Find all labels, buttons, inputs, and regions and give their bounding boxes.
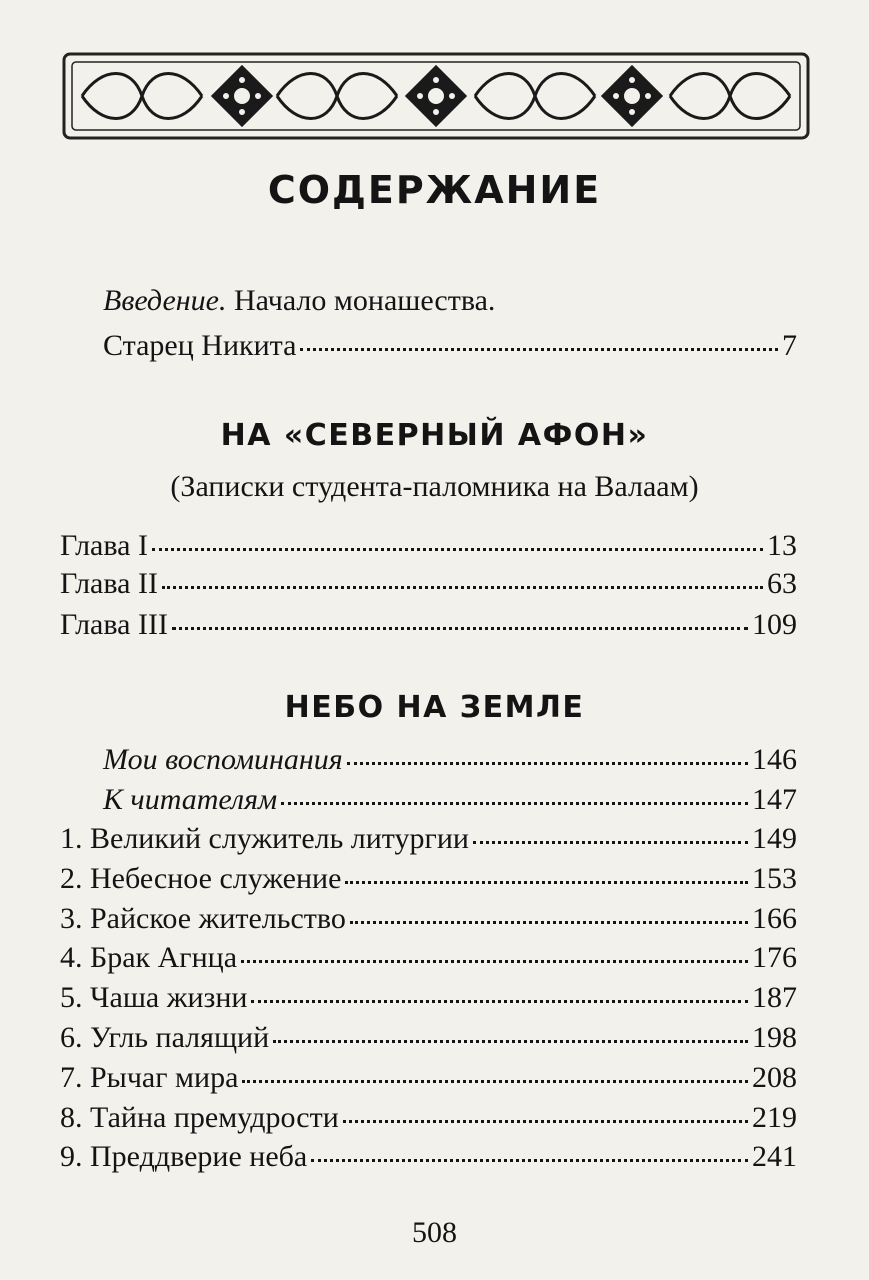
toc-entry-label: Мои воспоминания: [103, 743, 343, 776]
toc-entry-label: 2. Небесное служение: [60, 862, 342, 895]
toc-entry[interactable]: [60, 980, 797, 1016]
toc-entry-label: Старец Никита: [103, 329, 297, 362]
toc-entry[interactable]: [60, 901, 797, 937]
toc-entry-page: 149: [752, 822, 797, 855]
section-heading-north-athos: НА «СЕВЕРНЫЙ АФОН»: [220, 418, 649, 453]
toc-entry-page: 241: [752, 1140, 797, 1173]
toc-entry-label: 1. Великий служитель литургии: [60, 822, 469, 855]
intro-label-italic: Введение.: [103, 284, 227, 317]
toc-entry-label: Глава I: [60, 529, 148, 562]
toc-entry-label: 9. Преддверие неба: [60, 1140, 308, 1173]
leader-dots: [343, 1120, 748, 1123]
toc-entry[interactable]: [60, 861, 797, 897]
leader-dots: [251, 1000, 748, 1003]
toc-entry[interactable]: [60, 1060, 797, 1096]
toc-entry[interactable]: [60, 1100, 797, 1136]
toc-entry-label: 4. Брак Агнца: [60, 941, 238, 974]
ornamental-header-band: [62, 46, 810, 146]
toc-entry-label: К читателям: [103, 783, 278, 816]
leader-dots: [300, 348, 778, 351]
toc-entry-page: 166: [752, 902, 797, 935]
leader-dots: [241, 960, 748, 963]
leader-dots: [473, 841, 748, 844]
leader-dots: [281, 802, 748, 805]
toc-entry-page: 208: [752, 1061, 797, 1094]
intro-label-rest: Начало монашества.: [226, 284, 496, 317]
toc-entry-page: 153: [752, 862, 797, 895]
toc-entry[interactable]: [60, 940, 797, 976]
toc-entry-page: 7: [782, 329, 797, 362]
toc-entry[interactable]: [60, 607, 797, 643]
toc-entry-label: 3. Райское жительство: [60, 902, 346, 935]
toc-entry-page: 109: [752, 608, 797, 641]
toc-entry[interactable]: [60, 1020, 797, 1056]
leader-dots: [172, 627, 748, 630]
toc-entry[interactable]: [60, 528, 797, 564]
intro-heading: [103, 283, 495, 319]
toc-entry-label: 5. Чаша жизни: [60, 981, 248, 1014]
toc-entry-page: 63: [767, 567, 797, 600]
toc-entry-page: 146: [752, 743, 797, 776]
leader-dots: [347, 762, 748, 765]
toc-entry-intro[interactable]: [103, 328, 797, 364]
toc-entry-page: 147: [752, 783, 797, 816]
toc-entry-label: 6. Угль палящий: [60, 1021, 270, 1054]
leader-dots: [242, 1080, 748, 1083]
toc-entry[interactable]: [103, 742, 797, 778]
toc-entry[interactable]: [60, 566, 797, 602]
toc-entry-label: 7. Рычаг мира: [60, 1061, 239, 1094]
toc-entry-page: 219: [752, 1101, 797, 1134]
leader-dots: [345, 881, 748, 884]
leader-dots: [273, 1040, 748, 1043]
contents-title: СОДЕРЖАНИЕ: [267, 168, 602, 212]
section-subtitle: (Записки студента-паломника на Валаам): [170, 470, 699, 503]
section-heading-heaven-on-earth: НЕБО НА ЗЕМЛЕ: [284, 690, 585, 725]
leader-dots: [162, 586, 763, 589]
toc-entry[interactable]: [103, 782, 797, 818]
toc-entry-label: Глава III: [60, 608, 168, 641]
leader-dots: [350, 921, 748, 924]
leader-dots: [152, 548, 763, 551]
toc-entry-label: 8. Тайна премудрости: [60, 1101, 339, 1134]
toc-entry-page: 198: [752, 1021, 797, 1054]
toc-entry-label: Глава II: [60, 567, 158, 600]
toc-entry-page: 187: [752, 981, 797, 1014]
toc-entry-page: 176: [752, 941, 797, 974]
toc-entry[interactable]: [60, 1139, 797, 1175]
toc-entry-page: 13: [767, 529, 797, 562]
toc-entry[interactable]: [60, 821, 797, 857]
page-number: 508: [412, 1216, 457, 1249]
leader-dots: [311, 1159, 748, 1162]
